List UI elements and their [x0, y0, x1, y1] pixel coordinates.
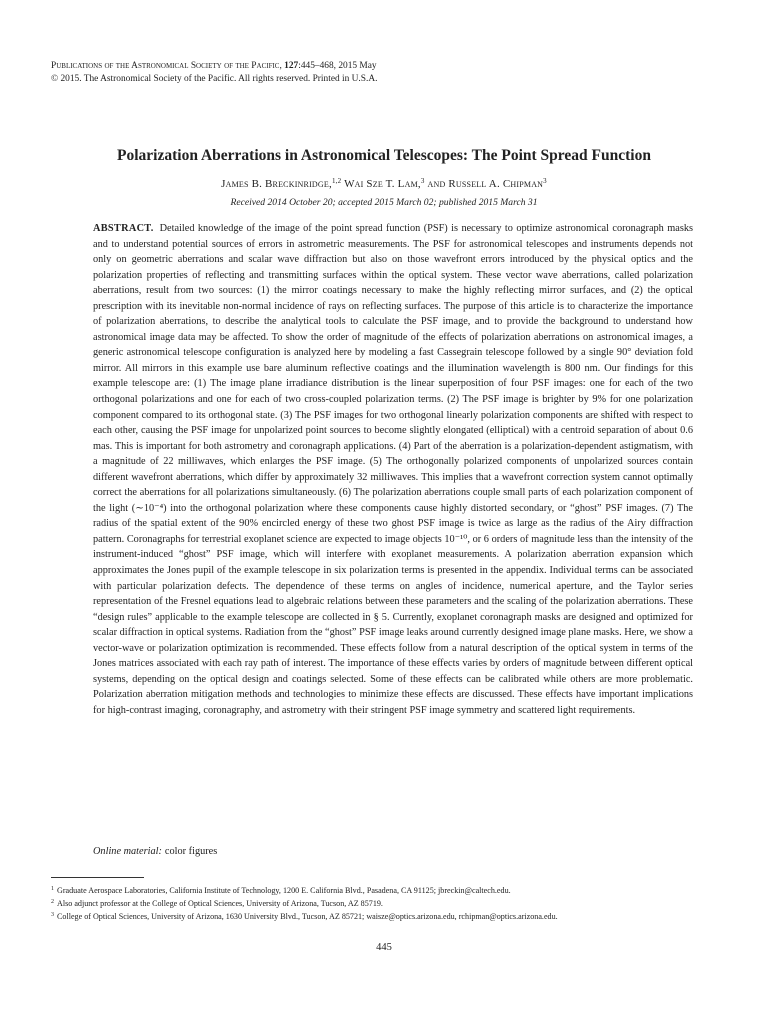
author-name: Russell A. Chipman	[448, 178, 544, 190]
publication-dates: Received 2014 October 20; accepted 2015 March 02; published 2015 March 31	[230, 197, 538, 208]
copyright-line: © 2015. The Astronomical Society of the Pacific. All rights reserved. Printed in U.S.A.	[51, 74, 378, 84]
abstract	[93, 221, 693, 719]
abstract-text: Detailed knowledge of the image of the point spread function (PSF) is necessary to optimize astronomical coronagraph masks and to understand potential sources of errors in astrometric measurements. The PSF for astronomical telescopes and instruments depends not only on geometric aberrations and scalar wave diffraction but also on those wavefront errors introduced by the physical optics and the polarization properties of reflecting and transmitting surfaces within the optical system. These vector wave aberrations, called polarization aberrations, result from two sources: (1) the mirror coatings necessary to make the highly reflecting mirror surfaces, and (2) the optical prescription with its inevitable non-normal incidence of rays on reflecting surfaces. The purpose of this article is to characterize the importance of polarization aberrations, to describe the analytical tools to calculate the PSF image, and to provide the background to understand how astronomical image data may be affected. To show the order of magnitude of the effects of polarization aberrations on astronomical images, a generic astronomical telescope configuration is analyzed here by modeling a fast Cassegrain telescope followed by a single 90° deviation fold mirror. All mirrors in this example use bare aluminum reflective coatings and the illumination wavelength is 800 nm. Our findings for this example telescope are: (1) The image plane irradiance distribution is the linear superposition of four PSF images: one for each of the two orthogonal polarizations and one for each of two cross-coupled polarization terms. (2) The PSF image is brighter by 9% for one polarization component compared to its orthogonal state. (3) The PSF images for two orthogonal linearly polarization components are shifted with respect to each other, causing the PSF image for unpolarized point sources to become slightly elongated (elliptical) with a centroid separation of about 0.6 mas. This is important for both astrometry and coronagraph applications. (4) Part of the aberration is a polarization-dependent astigmatism, with a magnitude of 22 milliwaves, which enlarges the PSF image. (5) The orthogonally polarized components of unpolarized sources contain different wavefront aberrations, which differ by approximately 32 milliwaves. This implies that a wavefront correction system cannot optimally correct the aberrations for all polarizations simultaneously. (6) The polarization aberrations couple small parts of each polarization component of the light (∼10⁻⁴) into the orthogonal polarization where these components cause highly distorted secondary, or “ghost” PSF images. (7) The radius of the spatial extent of the 90% encircled energy of these two ghost PSF image is twice as large as the radius of the Airy diffraction pattern. Coronagraphs for terrestrial exoplanet science are expected to image objects 10⁻¹⁰, or 6 orders of magnitude less than the intensity of the instrument-induced “ghost” PSF image, which will interfere with exoplanet measurements. A polarization aberration expansion which approximates the Jones pupil of the example telescope in six polarization terms is presented in the appendix. Individual terms can be associated with particular polarization defects. The dependence of these terms on angles of incidence, numerical aperture, and the Taylor series representation of the Fresnel equations lead to algebraic relations between these parameters and the scaling of the polarization aberrations. These “design rules” applicable to the example telescope are collected in § 5. Currently, exoplanet coronagraph masks are designed and optimized for scalar diffraction in optical systems. Radiation from the “ghost” PSF image leaks around currently designed image plane masks. Here, we show a vector-wave or polarization optimization is recommended. These effects follow from a natural description of the optical system in terms of the Jones matrices associated with each ray path of interest. The importance of these effects varies by orders of magnitude between different optical systems, depending on the optical design and coatings selected. Some of these effects can be calibrated while others are more problematic. Polarization aberration mitigation methods and technologies to minimize these effects are discussed. These effects have important implications for high-contrast imaging, coronagraphy, and astrometry with their stringent PSF image symmetry and scattered light requirements.	[93, 223, 693, 716]
footnote-text: Also adjunct professor at the College of Optical Sciences, University of Arizona, Tucson, AZ 85719.	[57, 899, 383, 909]
online-material	[93, 846, 693, 857]
abstract-label: ABSTRACT.	[93, 223, 154, 234]
affiliation-mark: 3	[543, 177, 547, 185]
journal-citation: Publications of the Astronomical Society of the Pacific, 127:445–468, 2015 May	[51, 61, 377, 71]
footnote-mark: 2	[51, 899, 54, 906]
author-conjunction: and	[427, 178, 446, 190]
footnote	[51, 897, 731, 910]
footnote-rule	[51, 877, 144, 878]
footnote-text: Graduate Aerospace Laboratories, California Institute of Technology, 1200 E. California Blvd., Pasadena, CA 91125; jbreckin@caltech.edu.	[57, 886, 511, 895]
online-material-label: Online material:	[93, 846, 162, 857]
footnote-mark: 1	[51, 886, 54, 892]
author-name: Wai Sze T. Lam,	[344, 178, 421, 190]
page-number: 445	[376, 942, 392, 953]
footnote-text: College of Optical Sciences, University of Arizona, 1630 University Blvd., Tucson, AZ 85721; waisze@optics.arizona.edu, rchipman@optics.arizona.edu.	[57, 912, 558, 922]
author-name: James B. Breckinridge,	[221, 178, 332, 190]
online-material-text: color figures	[164, 846, 218, 857]
journal-name: Publications of the Astronomical Society of the Pacific	[51, 61, 280, 71]
journal-header	[51, 60, 731, 86]
author-list	[40, 178, 728, 190]
footnote	[51, 910, 731, 923]
affiliation-mark: 3	[420, 177, 425, 185]
footnotes	[51, 884, 731, 924]
affiliation-mark: 1,2	[331, 177, 342, 185]
journal-volume: 127	[284, 61, 299, 71]
footnote-mark: 3	[51, 912, 54, 919]
paper-title: Polarization Aberrations in Astronomical Telescopes: The Point Spread Function	[117, 147, 651, 164]
footnote	[51, 884, 731, 897]
journal-pages-date: :445–468, 2015 May	[298, 61, 377, 71]
